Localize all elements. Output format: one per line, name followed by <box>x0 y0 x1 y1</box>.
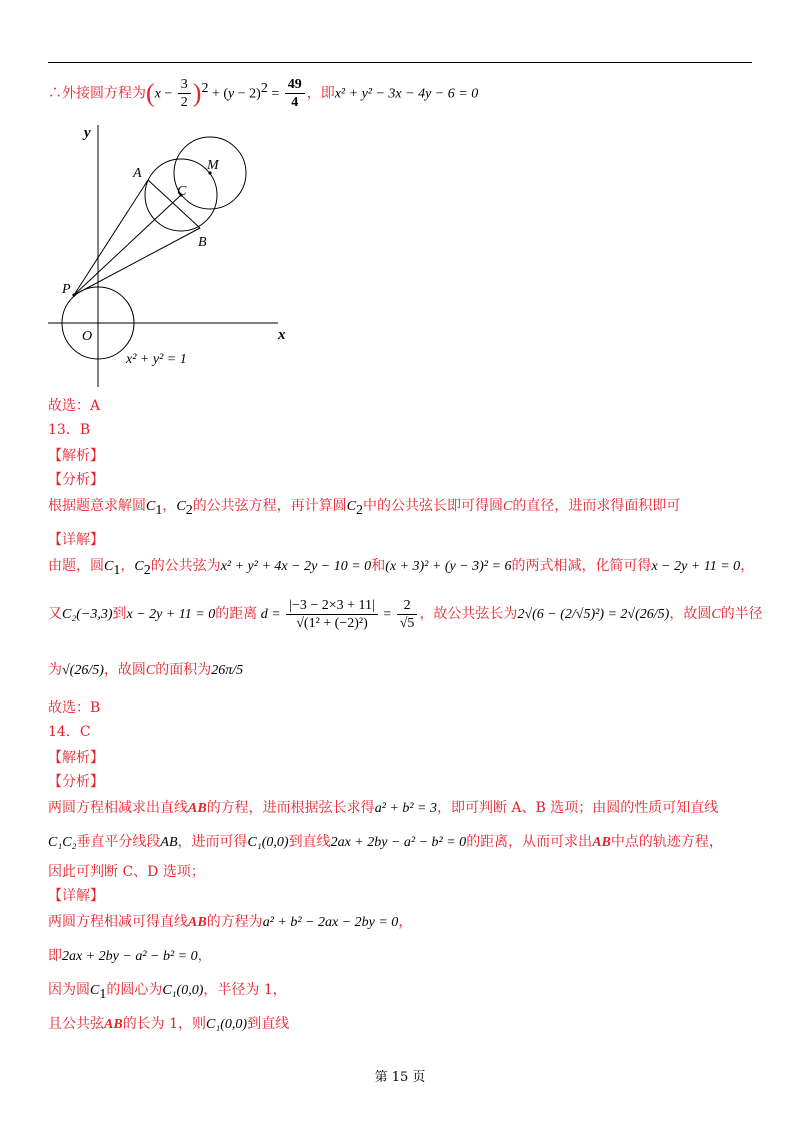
unit-circle-label: x² + y² = 1 <box>126 352 187 367</box>
page-number: 第 15 页 <box>374 1070 426 1085</box>
question-14-heading: 14．C <box>48 724 91 740</box>
open-paren: ( <box>146 78 155 108</box>
analysis-text-14-line3: 因此可判断 C、D 选项； <box>48 864 205 880</box>
fraction-49-4: $\frac{49}{4}$ <box>285 76 305 111</box>
origin-label: O <box>82 329 93 344</box>
header-rule <box>48 62 752 63</box>
answer-12: 故选：A <box>48 398 101 414</box>
detail-text-13-line1: 由题，圆$C_1$，$C_2$的公共弦为x² + y² + 4x − 2y − 10 = 0和(x + 3)² + (y − 3)² = 6的两式相减，化简可得x − 2y + 11 = 0， <box>48 558 755 578</box>
section-fenxi-13: 【分析】 <box>48 472 104 488</box>
analysis-text-13: 根据题意求解圆$C_1$，$C_2$的公共弦方程，再计算圆$C_2$中的公共弦长即可得圆C的直径，进而求得面积即可 <box>48 498 681 518</box>
therefore-symbol: ∴ <box>48 85 62 102</box>
section-fenxi-14: 【分析】 <box>48 774 104 790</box>
close-paren: ) <box>192 78 202 108</box>
analysis-text-14-line2: C₁C₂垂直平分线段AB，进而可得C₁(0,0)到直线2ax + 2by − a² − b² = 0的距离，从而可求出AB中点的轨迹方程， <box>48 834 723 850</box>
fraction-3-2: $\frac{3}{2}$ <box>178 76 191 111</box>
detail-text-14-line4: 且公共弦AB的长为 1，则C₁(0,0)到直线 <box>48 1016 290 1032</box>
section-detail-14: 【详解】 <box>48 888 104 904</box>
label-c: C <box>177 184 187 199</box>
full-circle-equation: x² + y² − 3x − 4y − 6 = 0 <box>334 86 479 102</box>
segment-pc <box>74 195 181 295</box>
label-p: P <box>62 282 71 297</box>
tangent-pa <box>74 180 148 295</box>
distance-value: $\frac{2}{√5}$ <box>397 597 418 632</box>
label-a: A <box>133 166 142 181</box>
header-prefix: 外接圆方程为 <box>62 85 146 102</box>
section-analysis-13: 【解析】 <box>48 448 104 464</box>
detail-text-13-line2: 又C₂(−3,3)到x − 2y + 11 = 0的距离 d = $\frac{|-3 - 2\times 3 + 11|}{\text{√(1² + (−2)²)}}$ = $\frac{2}{√5}$ ，故公共弦长为2√(6 − (2/√5)²) = 2√(26/5)，故圆C的半径 <box>48 597 763 631</box>
y-axis-label: y <box>84 125 91 141</box>
detail-text-13-line3: 为√(26/5)，故圆C的面积为26π/5 <box>48 662 244 678</box>
label-m: M <box>207 158 219 173</box>
section-detail-13: 【详解】 <box>48 532 104 548</box>
detail-text-14-line3: 因为圆$C_1$的圆心为C₁(0,0)，半径为 1， <box>48 982 287 1002</box>
distance-fraction: $\frac{|-3 - 2\times 3 + 11|}{\text{√(1² + (−2)²)}}$ <box>286 597 378 632</box>
geometry-figure <box>40 115 310 395</box>
x-axis-label: x <box>278 327 286 343</box>
question-13-heading: 13．B <box>48 422 91 438</box>
tangent-pb <box>74 228 200 295</box>
detail-text-14-line2: 即2ax + 2by − a² − b² = 0， <box>48 948 212 964</box>
analysis-text-14-line1: 两圆方程相减求出直线AB的方程，进而根据弦长求得a² + b² = 3，即可判断 A、B 选项；由圆的性质可知直线 <box>48 800 719 816</box>
section-analysis-14: 【解析】 <box>48 750 104 766</box>
detail-text-14-line1: 两圆方程相减可得直线AB的方程为a² + b² − 2ax − 2by = 0， <box>48 914 413 930</box>
label-b: B <box>198 235 207 250</box>
answer-13: 故选：B <box>48 700 101 716</box>
point-p <box>72 293 75 296</box>
header-comma: ，即 <box>306 85 335 102</box>
header-equation-line: ∴外接圆方程为(x − $\frac{3}{2}$ )$^2 + (y - 2)^2$ = $\frac{49}{4}$ ，即x² + y² − 3x − 4y − 6 = 0 <box>48 77 479 111</box>
